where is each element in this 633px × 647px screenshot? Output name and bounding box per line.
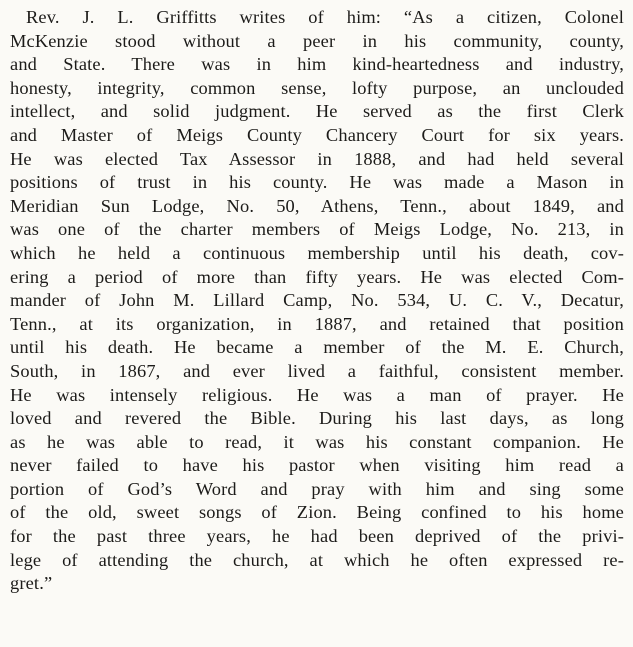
body-paragraph: [10, 6, 624, 596]
text-line-2: McKenzie stood without a peer in his community, county,: [10, 30, 624, 51]
text-line-21: portion of God’s Word and pray with him and sing some: [10, 478, 624, 499]
text-line-16: South, in 1867, and ever lived a faithful, consistent member.: [10, 360, 624, 381]
text-line-15: until his death. He became a member of the M. E. Church,: [10, 337, 624, 358]
text-line-5: intellect, and solid judgment. He served as the first Clerk: [10, 101, 624, 122]
text-line-9: Meridian Sun Lodge, No. 50, Athens, Tenn., about 1849, and: [10, 195, 624, 216]
text-line-20: never failed to have his pastor when visiting him read a: [10, 455, 624, 476]
text-line-8: positions of trust in his county. He was made a Mason in: [10, 172, 624, 193]
text-line-24: lege of attending the church, at which he often expressed re-: [10, 549, 624, 570]
text-line-19: as he was able to read, it was his constant companion. He: [10, 431, 624, 452]
text-line-17: He was intensely religious. He was a man of prayer. He: [10, 384, 624, 405]
text-line-7: He was elected Tax Assessor in 1888, and had held several: [10, 148, 624, 169]
text-line-11: which he held a continuous membership until his death, cov-: [10, 242, 624, 263]
text-line-25: gret.”: [10, 573, 53, 594]
text-line-13: mander of John M. Lillard Camp, No. 534, U. C. V., Decatur,: [10, 290, 624, 311]
text-line-22: of the old, sweet songs of Zion. Being confined to his home: [10, 502, 624, 523]
text-line-23: for the past three years, he had been deprived of the privi-: [10, 526, 624, 547]
text-line-10: was one of the charter members of Meigs Lodge, No. 213, in: [10, 219, 624, 240]
text-line-1: Rev. J. L. Griffitts writes of him: “As a citizen, Colonel: [26, 7, 624, 27]
text-line-12: ering a period of more than fifty years. He was elected Com-: [10, 266, 624, 287]
text-line-3: and State. There was in him kind-heartedness and industry,: [10, 54, 624, 75]
text-line-4: honesty, integrity, common sense, lofty purpose, an unclouded: [10, 77, 624, 98]
text-line-18: loved and revered the Bible. During his last days, as long: [10, 408, 624, 429]
text-line-14: Tenn., at its organization, in 1887, and retained that position: [10, 313, 624, 334]
text-line-6: and Master of Meigs County Chancery Court for six years.: [10, 124, 624, 145]
